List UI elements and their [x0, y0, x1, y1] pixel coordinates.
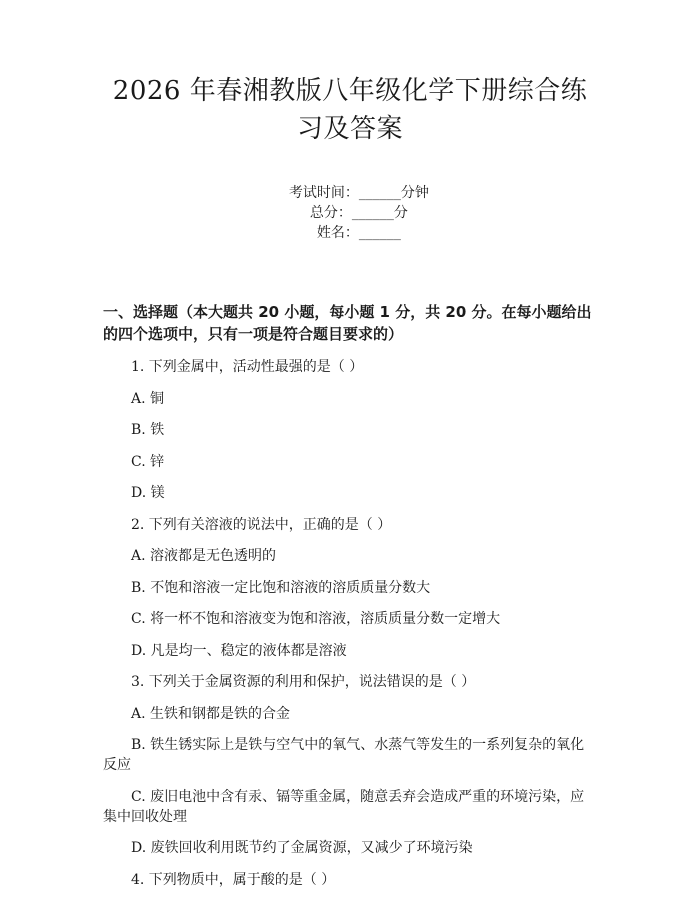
question-1-option-c: C. 锌: [131, 453, 165, 470]
question-1: 1. 下列金属中，活动性最强的是（ ）: [131, 359, 364, 375]
question-3-option-d: D. 废铁回收利用既节约了金属资源，又减少了环境污染: [131, 840, 473, 856]
section-heading: 一、选择题（本大题共 20 小题，每小题 1 分，共 20 分。在每小题给出的四个选项中，只有一项是符合题目要求的）: [103, 303, 592, 343]
student-name-field: 姓名：______: [316, 225, 401, 241]
question-3-option-b: B. 铁生锈实际上是铁与空气中的氧气、水蒸气等发生的一系列复杂的氧化反应: [103, 737, 585, 773]
question-2-option-c: C. 将一杯不饱和溶液变为饱和溶液，溶质质量分数一定增大: [131, 611, 501, 627]
question-2: 2. 下列有关溶液的说法中，正确的是（ ）: [131, 516, 392, 533]
question-2-option-b: B. 不饱和溶液一定比饱和溶液的溶质质量分数大: [131, 579, 431, 596]
question-list: [103, 357, 597, 890]
question-3: 3. 下列关于金属资源的利用和保护，说法错误的是（ ）: [131, 674, 476, 690]
exam-total-score: 总分：______分: [309, 205, 408, 221]
question-2-option-d: D. 凡是均一、稳定的液体都是溶液: [131, 642, 347, 659]
question-1-option-d: D. 镁: [131, 485, 165, 501]
exam-info: [103, 166, 597, 258]
question-3-option-a: A. 生铁和钢都是铁的合金: [131, 705, 291, 722]
question-3-option-c: C. 废旧电池中含有汞、镉等重金属，随意丢弃会造成严重的环境污染，应集中回收处理: [103, 788, 585, 825]
question-1-option-a: A. 铜: [131, 390, 165, 407]
question-4: 4. 下列物质中，属于酸的是（ ）: [131, 871, 336, 888]
exam-time: 考试时间：______分钟: [288, 185, 429, 201]
question-1-option-b: B. 铁: [131, 422, 165, 438]
document-title: 2026 年春湘教版八年级化学下册综合练习及答案: [112, 76, 588, 144]
question-2-option-a: A. 溶液都是无色透明的: [131, 548, 277, 564]
